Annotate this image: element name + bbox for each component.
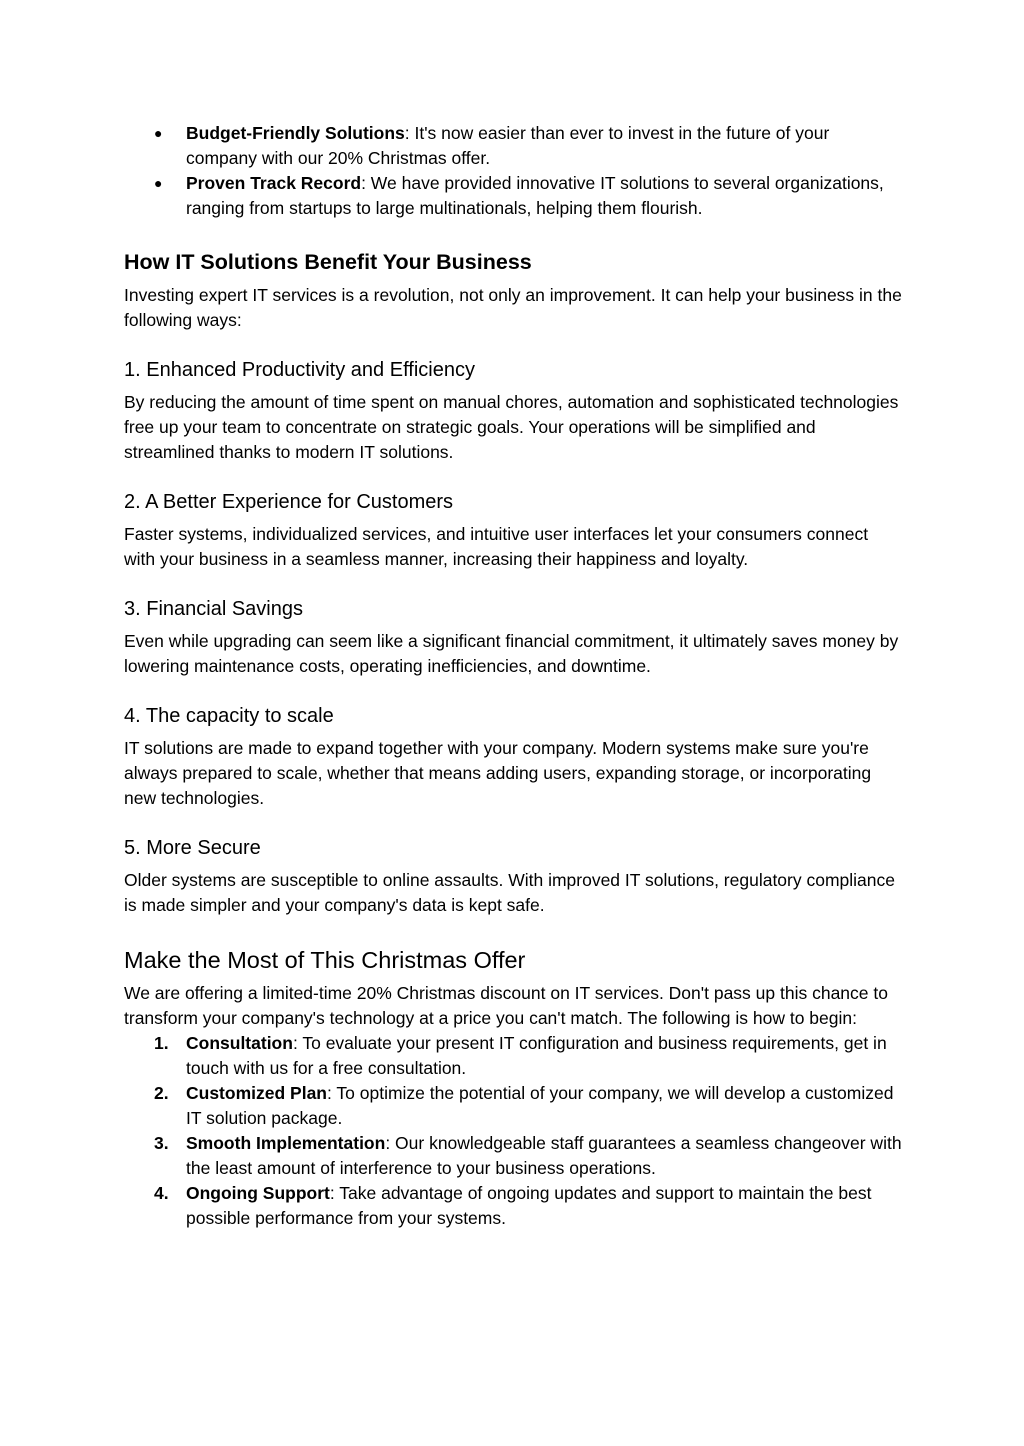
benefit-title: 5. More Secure [124,837,261,859]
benefit-body: Even while upgrading can seem like a significant financial commitment, it ultimately saves money by lowering maintenance costs, operating inefficiencies, and downtime. [124,631,899,676]
bullet-icon: ● [154,125,163,141]
step-number: 3. [154,1133,169,1153]
step-bold-label: Consultation [186,1033,293,1053]
step-text: : To optimize the potential of your company, we will develop a customized IT solution package. [186,1083,894,1128]
benefit-body: Older systems are susceptible to online assaults. With improved IT solutions, regulatory compliance is made simpler and your company's data is kept safe. [124,870,895,915]
step-bold-label: Customized Plan [186,1083,327,1103]
offer-steps-list [124,1031,904,1231]
bullet-text: : We have provided innovative IT solutions to several organizations, ranging from startups to large multinationals, helping them flourish. [186,173,884,218]
benefits-heading: How IT Solutions Benefit Your Business [124,250,532,274]
benefit-title: 2. A Better Experience for Customers [124,491,454,513]
bullet-icon: ● [154,175,163,191]
step-number: 1. [154,1033,169,1053]
benefit-title: 4. The capacity to scale [124,705,334,727]
step-bold-label: Smooth Implementation [186,1133,386,1153]
benefits-intro: Investing expert IT services is a revolution, not only an improvement. It can help your business in the following ways: [124,285,902,330]
intro-bullet-list [124,121,904,221]
benefit-body: IT solutions are made to expand together with your company. Modern systems make sure you're always prepared to scale, whether that means adding users, expanding storage, or incorporating new technologies. [124,738,872,808]
benefit-title: 1. Enhanced Productivity and Efficiency [124,359,475,381]
list-item [124,1081,904,1131]
benefit-title: 3. Financial Savings [124,598,303,620]
step-bold-label: Ongoing Support [186,1183,330,1203]
offer-intro: We are offering a limited-time 20% Christmas discount on IT services. Don't pass up this chance to transform your company's technology at a price you can't match. The following is how to begin: [124,983,888,1028]
list-item [124,1031,904,1081]
step-text: : Take advantage of ongoing updates and support to maintain the best possible performance from your systems. [186,1183,872,1228]
step-number: 2. [154,1083,169,1103]
benefit-body: Faster systems, individualized services, and intuitive user interfaces let your consumers connect with your business in a seamless manner, increasing their happiness and loyalty. [124,524,869,569]
bullet-bold-label: Budget-Friendly Solutions [186,123,405,143]
list-item [124,1131,904,1181]
step-text: : To evaluate your present IT configuration and business requirements, get in touch with us for a free consultation. [186,1033,887,1078]
bullet-bold-label: Proven Track Record [186,173,362,193]
benefit-body: By reducing the amount of time spent on manual chores, automation and sophisticated technologies free up your team to concentrate on strategic goals. Your operations will be simplified and streamlined thanks to modern IT solutions. [124,392,899,462]
list-item [124,171,904,221]
document-page [124,121,904,1231]
list-item [124,121,904,171]
step-number: 4. [154,1183,169,1203]
bullet-text: : It's now easier than ever to invest in the future of your company with our 20% Christmas offer. [186,123,830,168]
list-item [124,1181,904,1231]
step-text: : Our knowledgeable staff guarantees a seamless changeover with the least amount of interference to your business operations. [186,1133,902,1178]
offer-heading: Make the Most of This Christmas Offer [124,947,526,973]
